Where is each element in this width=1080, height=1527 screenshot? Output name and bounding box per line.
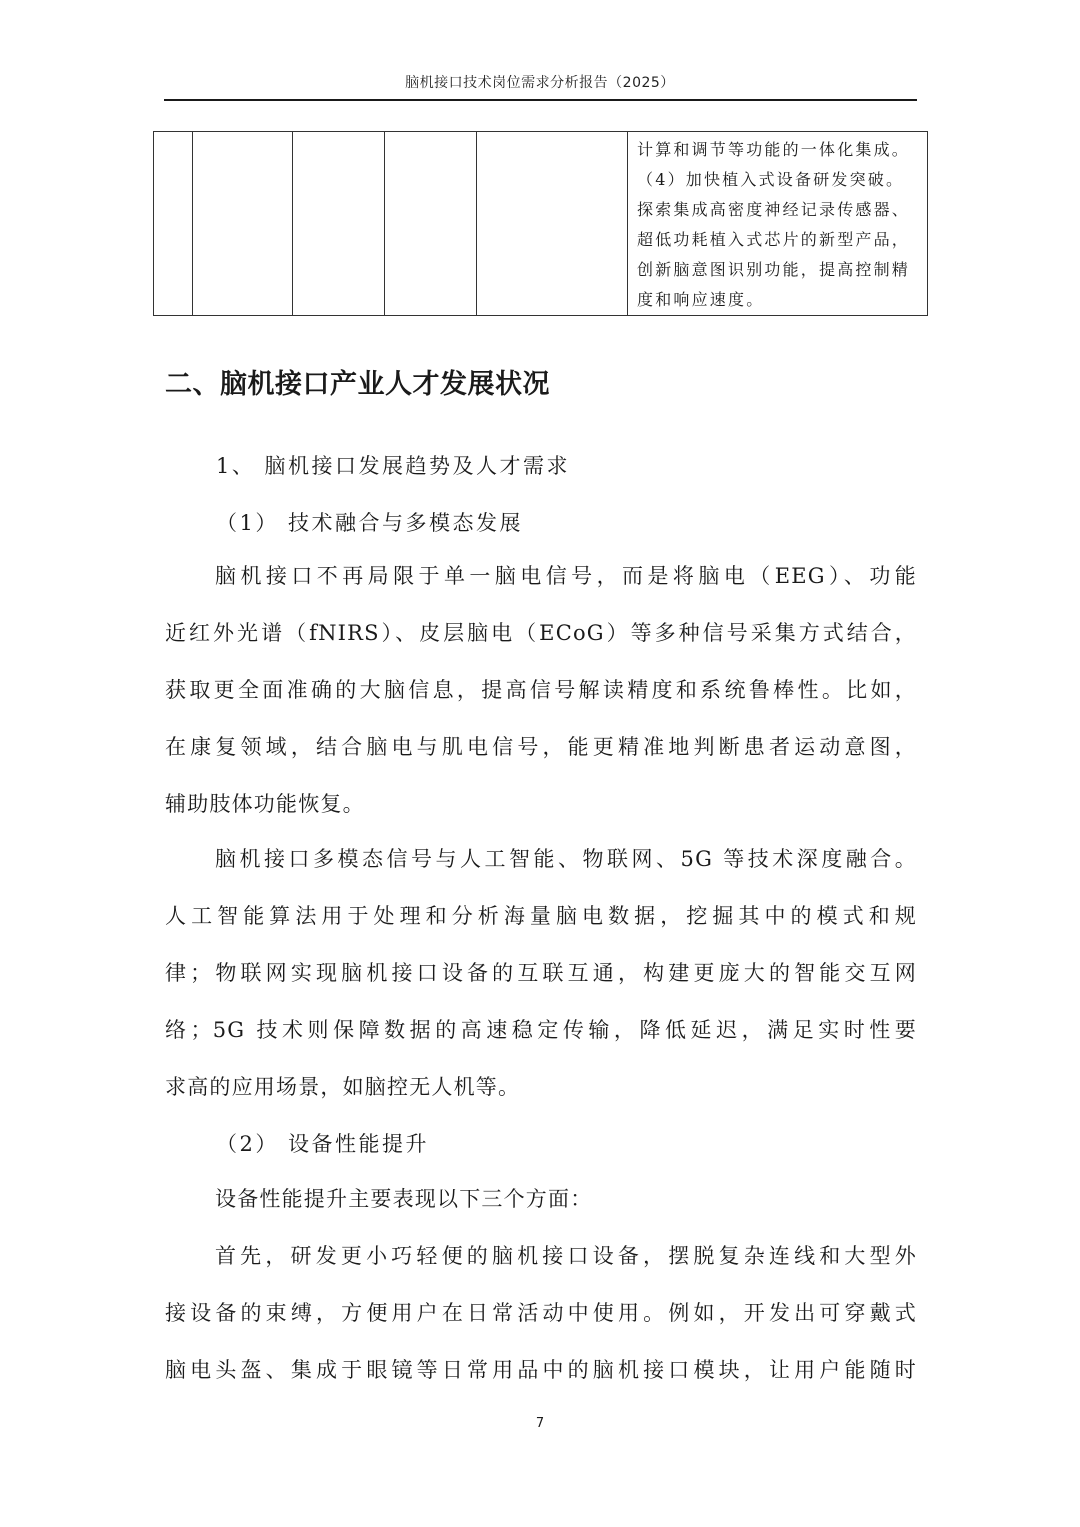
paragraph-miniaturization xyxy=(165,1228,917,1399)
table-cell-measures xyxy=(628,132,928,316)
item-heading: （1） 技术融合与多模态发展 xyxy=(216,511,524,535)
paragraph-multimodal xyxy=(165,548,917,833)
paragraph-line: 在康复领域，结合脑电与肌电信号，能更精准地判断患者运动意图， xyxy=(165,735,917,759)
table-cell-line: （4）加快植入式设备研发突破。 xyxy=(637,170,905,189)
table-cell-empty xyxy=(154,132,193,316)
table-cell-empty xyxy=(385,132,477,316)
paragraph-line: 接设备的束缚，方便用户在日常活动中使用。例如，开发出可穿戴式 xyxy=(165,1301,917,1325)
running-header: 脑机接口技术岗位需求分析报告（2025） xyxy=(405,75,675,91)
paragraph-line: 络；5G 技术则保障数据的高速稳定传输，降低延迟，满足实时性要 xyxy=(165,1018,917,1042)
paragraph-line: 人工智能算法用于处理和分析海量脑电数据，挖掘其中的模式和规 xyxy=(165,904,917,928)
header-rule xyxy=(164,99,917,101)
paragraph-line: 获取更全面准确的大脑信息，提高信号解读精度和系统鲁棒性。比如， xyxy=(165,678,917,702)
table-cell-empty xyxy=(293,132,385,316)
table-cell-line: 创新脑意图识别功能，提高控制精 xyxy=(637,260,911,279)
paragraph-fusion xyxy=(165,831,917,1116)
table-cell-line: 探索集成高密度神经记录传感器、 xyxy=(637,200,911,219)
paragraph-line: 近红外光谱（fNIRS）、皮层脑电（ECoG）等多种信号采集方式结合， xyxy=(165,621,917,645)
paragraph-line: 求高的应用场景，如脑控无人机等。 xyxy=(165,1075,521,1099)
paragraph-line: 律；物联网实现脑机接口设备的互联互通，构建更庞大的智能交互网 xyxy=(165,961,917,985)
table-cell-line: 超低功耗植入式芯片的新型产品， xyxy=(637,230,911,249)
paragraph-performance-intro xyxy=(165,1171,917,1228)
table-cell-line: 计算和调节等功能的一体化集成。 xyxy=(637,140,911,159)
item-heading: （2） 设备性能提升 xyxy=(216,1132,430,1156)
page-number: 7 xyxy=(535,1416,545,1431)
paragraph-line: 脑机接口多模态信号与人工智能、物联网、5G 等技术深度融合。 xyxy=(215,847,917,871)
subsection-heading: 1、 脑机接口发展趋势及人才需求 xyxy=(216,454,571,478)
paragraph-line: 辅助肢体功能恢复。 xyxy=(165,792,365,816)
table-cell-line: 度和响应速度。 xyxy=(637,290,765,309)
paragraph-line: 首先，研发更小巧轻便的脑机接口设备，摆脱复杂连线和大型外 xyxy=(215,1244,917,1268)
continued-table xyxy=(153,131,928,316)
paragraph-line: 脑机接口不再局限于单一脑电信号，而是将脑电（EEG）、功能 xyxy=(215,564,917,588)
section-heading: 二、脑机接口产业人才发展状况 xyxy=(165,369,550,400)
paragraph-line: 脑电头盔、集成于眼镜等日常用品中的脑机接口模块，让用户能随时 xyxy=(165,1358,917,1382)
table-cell-empty xyxy=(477,132,628,316)
table-cell-empty xyxy=(193,132,293,316)
paragraph-line: 设备性能提升主要表现以下三个方面： xyxy=(215,1187,593,1211)
